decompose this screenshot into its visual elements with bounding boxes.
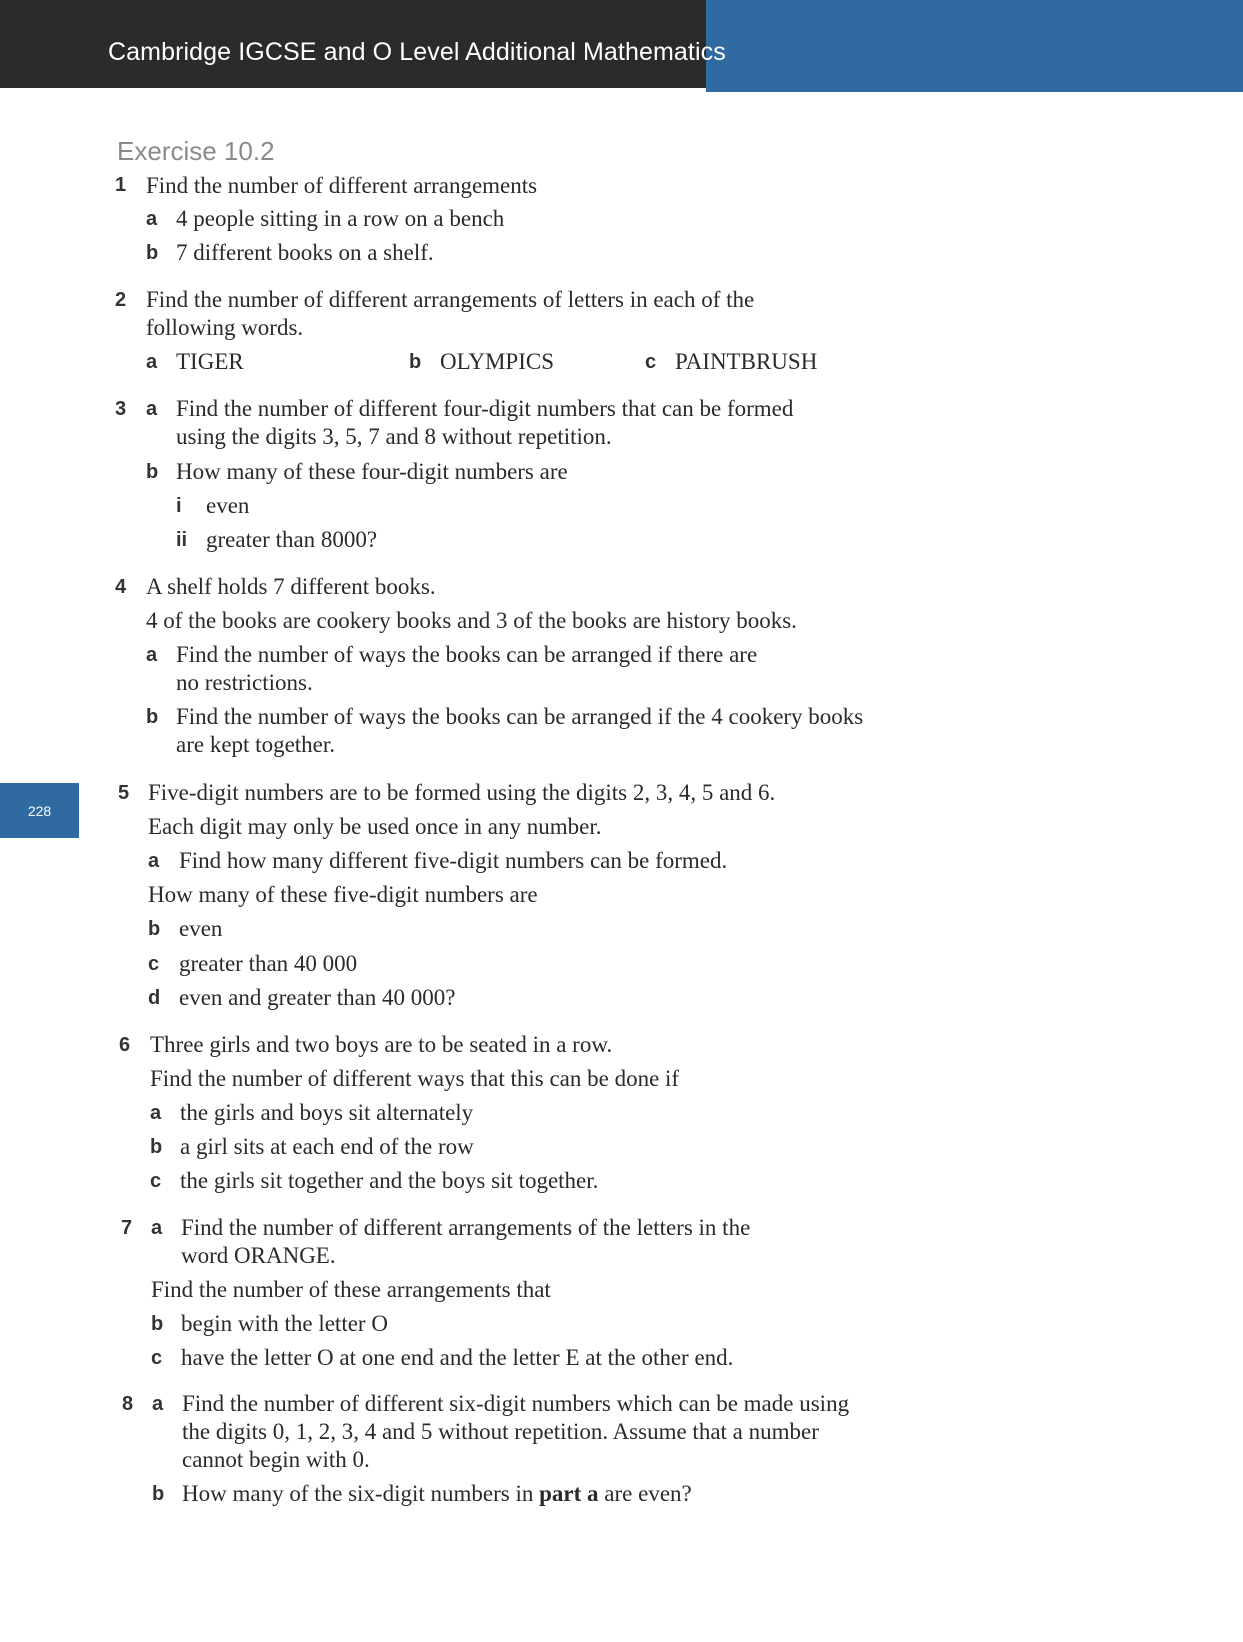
q3-label-a: a: [146, 398, 158, 420]
q2-label-b: b: [409, 351, 422, 373]
q8-part-a-line1: Find the number of different six-digit numbers which can be made using: [182, 1391, 850, 1416]
q5-part-c: greater than 40 000: [179, 951, 358, 976]
question-4-number: 4: [115, 576, 127, 598]
question-1-number: 1: [115, 174, 127, 196]
q6-part-a: the girls and boys sit alternately: [180, 1100, 474, 1125]
q7-part-a-line2: word ORANGE.: [181, 1243, 336, 1268]
q5-part-a: Find how many different five-digit numbers can be formed.: [179, 848, 728, 873]
q7-part-b: begin with the letter O: [181, 1311, 388, 1336]
q8-label-b: b: [152, 1483, 165, 1505]
question-8-number: 8: [122, 1393, 134, 1415]
question-6-stem-line2: Find the number of different ways that this can be done if: [150, 1066, 680, 1091]
q8-label-a: a: [152, 1393, 164, 1415]
q7-label-c: c: [151, 1347, 163, 1369]
q6-label-a: a: [150, 1102, 162, 1124]
q4-label-b: b: [146, 706, 159, 728]
question-6-number: 6: [119, 1034, 131, 1056]
q2-part-a: TIGER: [176, 349, 244, 374]
q8-part-a-line3: cannot begin with 0.: [182, 1447, 370, 1472]
question-2-stem-line2: following words.: [146, 315, 304, 340]
q3-part-b: How many of these four-digit numbers are: [176, 459, 568, 484]
q2-part-c: PAINTBRUSH: [675, 349, 818, 374]
q3-part-b-ii: greater than 8000?: [206, 527, 378, 552]
q7-label-a: a: [151, 1217, 163, 1239]
question-7-stem: Find the number of these arrangements that: [151, 1277, 551, 1302]
q8-part-a-line2: the digits 0, 1, 2, 3, 4 and 5 without repetition. Assume that a number: [182, 1419, 819, 1444]
question-2-number: 2: [115, 289, 127, 311]
q8-part-b-pre: How many of the six-digit numbers in: [182, 1481, 534, 1506]
q7-part-a-line1: Find the number of different arrangements of the letters in the: [181, 1215, 751, 1240]
question-4-stem-line2: 4 of the books are cookery books and 3 of the books are history books.: [146, 608, 797, 633]
q5-label-a: a: [148, 850, 160, 872]
question-3-number: 3: [115, 398, 127, 420]
q4-part-b-line2: are kept together.: [176, 732, 336, 757]
q4-part-a-line1: Find the number of ways the books can be arranged if there are: [176, 642, 758, 667]
q8-part-b: [182, 1480, 692, 1508]
page-number-tab: [0, 783, 79, 838]
question-5-stem-line2: Each digit may only be used once in any number.: [148, 814, 602, 839]
book-title: Cambridge IGCSE and O Level Additional Mathematics: [108, 38, 726, 66]
q3-label-i: i: [176, 495, 182, 517]
q4-part-a-line2: no restrictions.: [176, 670, 313, 695]
header-accent: [706, 0, 1243, 92]
q2-label-a: a: [146, 351, 158, 373]
q5-label-d: d: [148, 987, 161, 1009]
q2-label-c: c: [645, 351, 657, 373]
q6-label-c: c: [150, 1170, 162, 1192]
q1-part-a: 4 people sitting in a row on a bench: [176, 206, 505, 231]
q5-part-d: even and greater than 40 000?: [179, 985, 456, 1010]
question-1-stem: Find the number of different arrangements: [146, 173, 538, 198]
question-5-number: 5: [118, 782, 130, 804]
q1-part-b: 7 different books on a shelf.: [176, 240, 434, 265]
q3-part-a-line1: Find the number of different four-digit numbers that can be formed: [176, 396, 794, 421]
q3-part-b-i: even: [206, 493, 250, 518]
q4-part-b-line1: Find the number of ways the books can be arranged if the 4 cookery books: [176, 704, 864, 729]
q5-label-c: c: [148, 953, 160, 975]
q3-part-a-line2: using the digits 3, 5, 7 and 8 without repetition.: [176, 424, 612, 449]
q6-part-b: a girl sits at each end of the row: [180, 1134, 474, 1159]
question-5-stem-line3: How many of these five-digit numbers are: [148, 882, 538, 907]
q7-part-c: have the letter O at one end and the letter E at the other end.: [181, 1345, 734, 1370]
q8-part-b-post: are even?: [604, 1481, 692, 1506]
q1-label-a: a: [146, 208, 158, 230]
q6-label-b: b: [150, 1136, 163, 1158]
question-6-stem-line1: Three girls and two boys are to be seated in a row.: [150, 1032, 613, 1057]
q3-label-b: b: [146, 461, 159, 483]
question-7-number: 7: [121, 1217, 133, 1239]
exercise-title: Exercise 10.2: [117, 136, 275, 166]
q2-part-b: OLYMPICS: [440, 349, 555, 374]
q7-label-b: b: [151, 1313, 164, 1335]
page-number: 228: [27, 802, 52, 819]
q1-label-b: b: [146, 242, 159, 264]
q3-label-ii: ii: [176, 529, 188, 551]
question-5-stem-line1: Five-digit numbers are to be formed using the digits 2, 3, 4, 5 and 6.: [148, 780, 776, 805]
question-2-stem-line1: Find the number of different arrangements of letters in each of the: [146, 287, 755, 312]
q5-label-b: b: [148, 918, 161, 940]
q5-part-b: even: [179, 916, 223, 941]
question-4-stem-line1: A shelf holds 7 different books.: [146, 574, 436, 599]
q6-part-c: the girls sit together and the boys sit together.: [180, 1168, 599, 1193]
q8-part-b-reference: part a: [539, 1481, 599, 1506]
q4-label-a: a: [146, 644, 158, 666]
